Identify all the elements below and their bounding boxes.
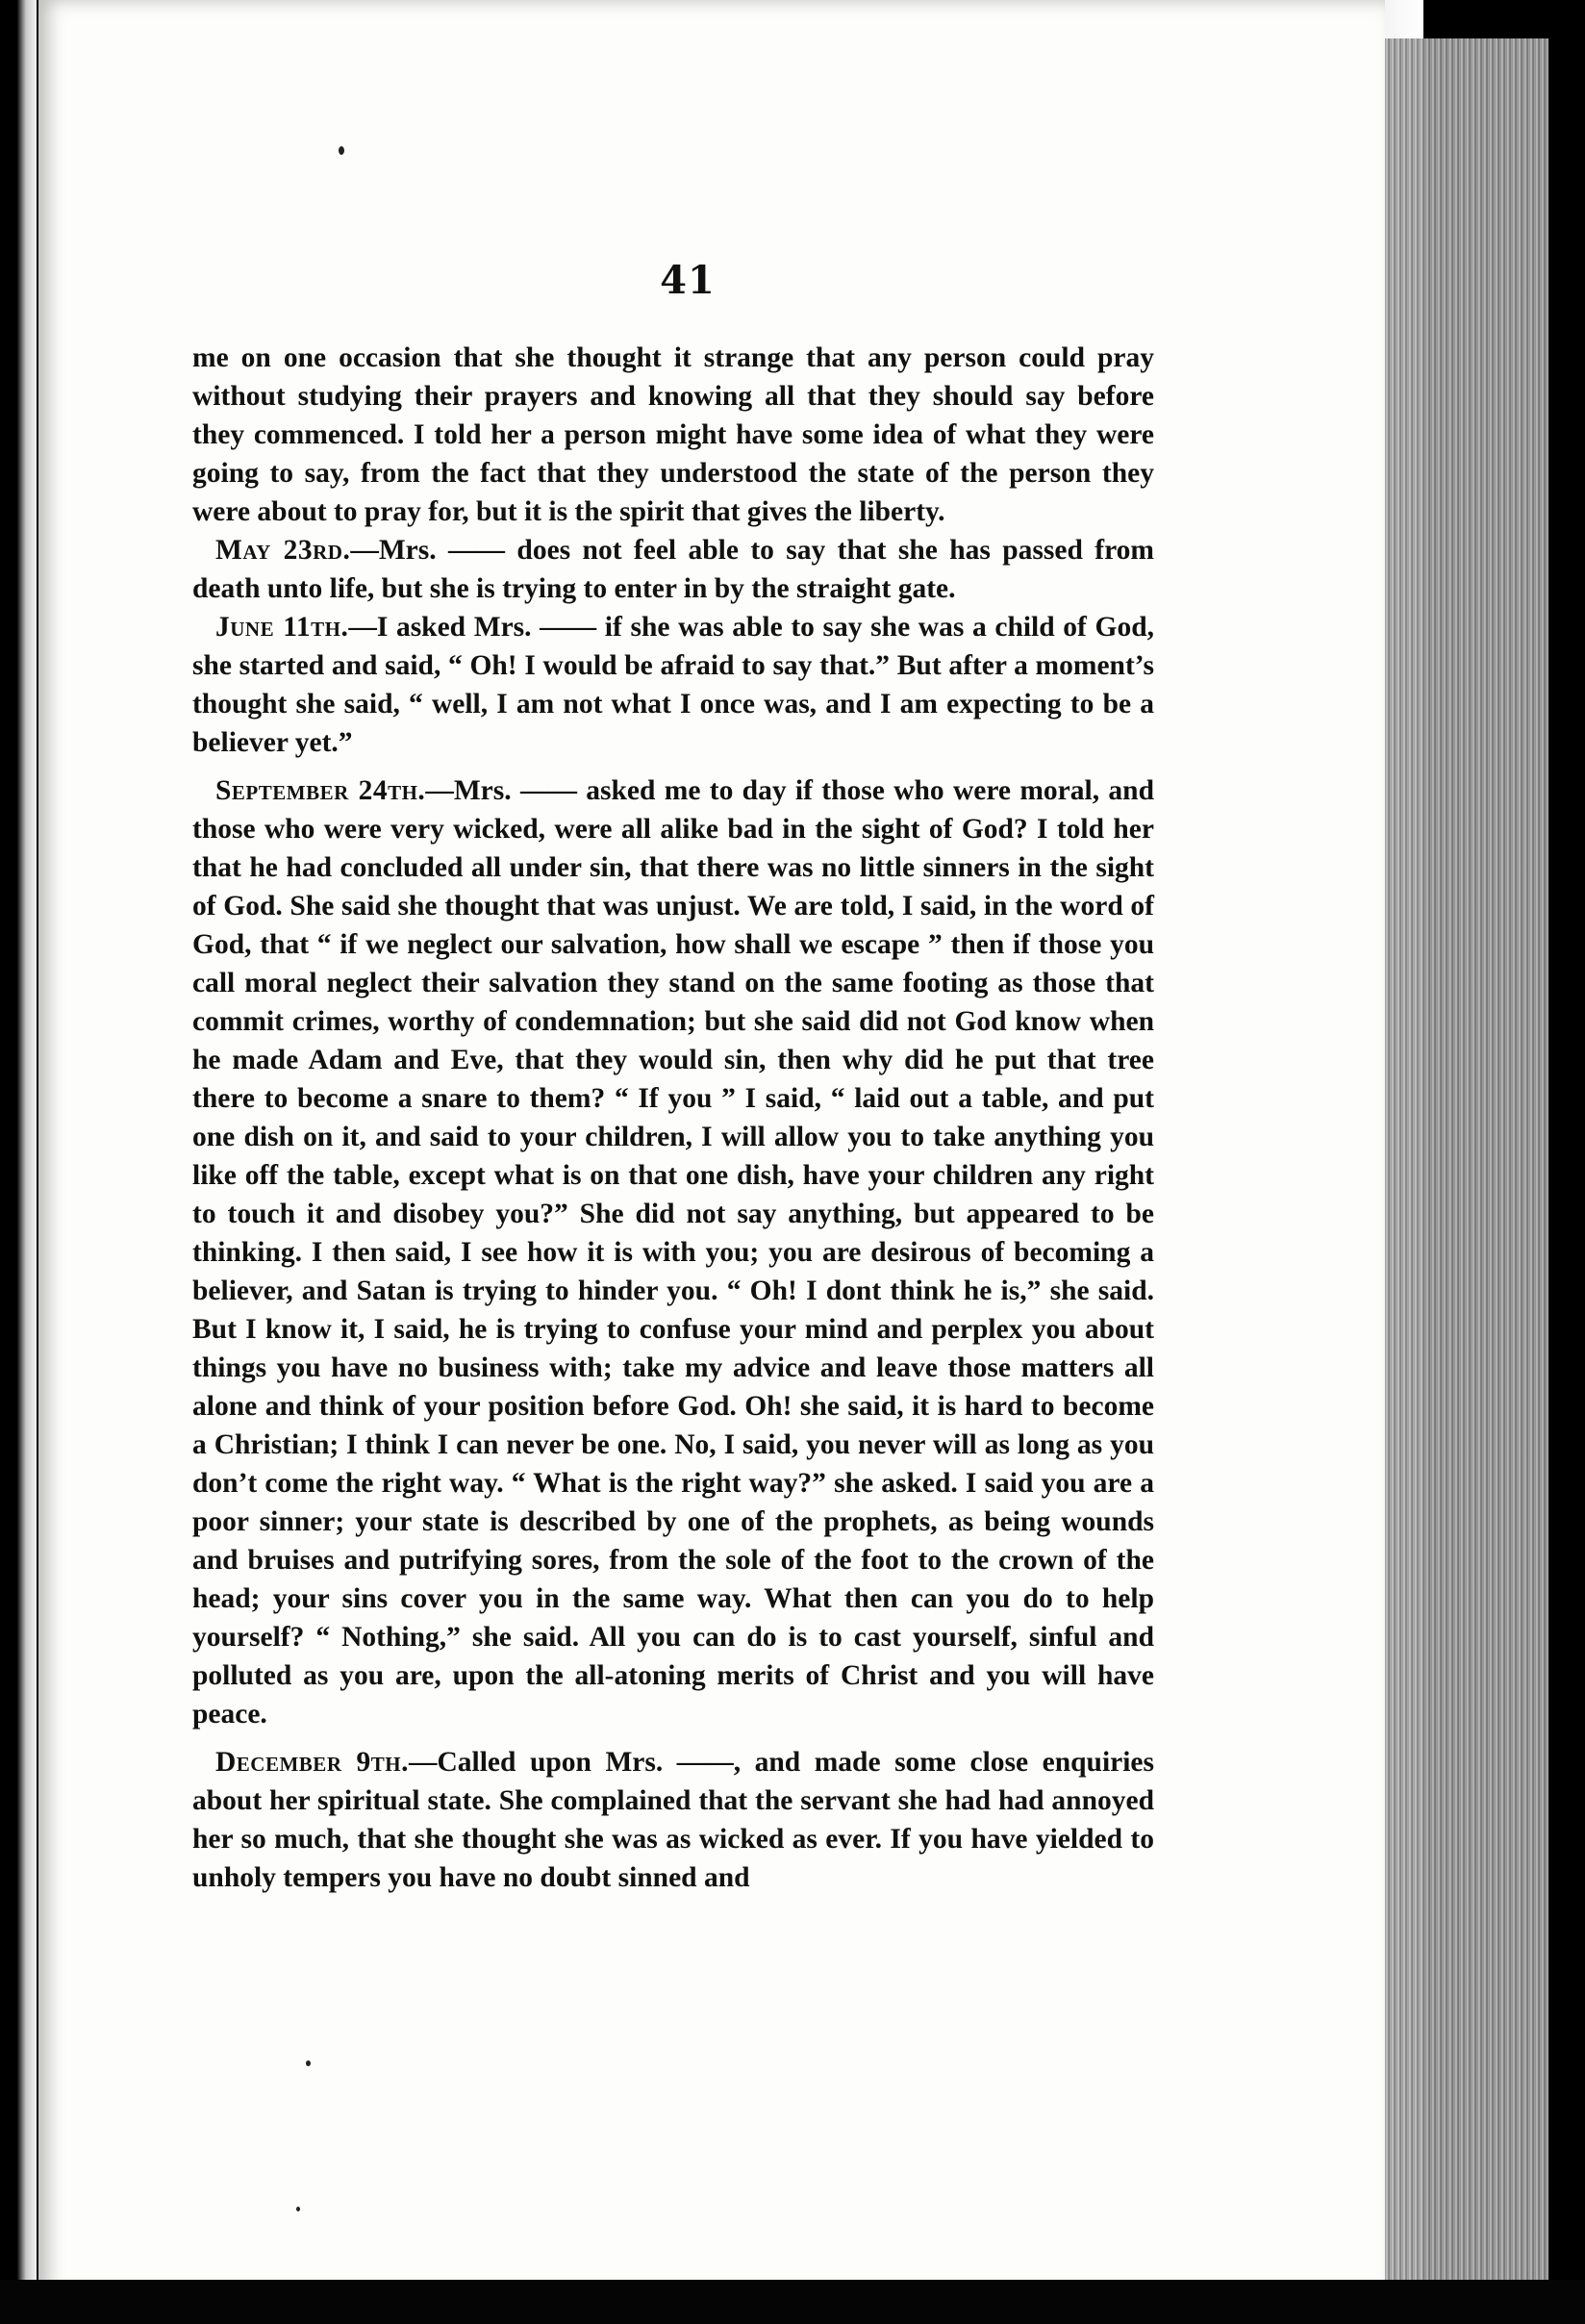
entry-text: —Mrs. —— asked me to day if those who were moral, and those who were very wicked, were all alike bad in the sight of God? I told her that he had concluded all under sin, that there was no little sinners in the sight of God. She said she thought that was unjust. We are told, I said, in the word of God, that “ if we neglect our salvation, how shall we escape ” then if those you call moral neglect their salvation they stand on the same footing as those that commit crimes, worthy of condemnation; but she said did not God know when he made Adam and Eve, that they would sin, then why did he put that tree there to become a snare to them? “ If you ” I said, “ laid out a table, and put one dish on it, and said to your children, I will allow you to take anything you like off the table, except what is on that one dish, have your children any right to touch it and disobey you?” She did not say anything, but appeared to be thinking. I then said, I see how it is with you; you are desirous of becoming a believer, and Satan is trying to hinder you. “ Oh! I dont think he is,” she said. But I know it, I said, he is trying to confuse your mind and perplex you about things you have no business with; take my advice and leave those matters all alone and think of your position before God. Oh! she said, it is hard to become a Christian; I think I can never be one. No, I said, you never will as long as you don’t come the right way. “ What is the right way?” she asked. I said you are a poor sinner; your state is described by one of the prophets, as being wounds and bruises and putrifying sores, from the sole of the foot to the crown of the head; your sins cover you in the same way. What then can you do to help yourself? “ Nothing,” she said. All you can do is to cast yourself, sinful and polluted as you are, upon the all-atoning merits of Christ and you will have peace. bbox=[192, 775, 1154, 1730]
entry-text: —Called upon Mrs. ——, and made some close enquiries about her spiritual state. She complained that the servant she had had annoyed her so much, that she thought she was as wicked as ever. If you have yielded to unholy tempers you have no doubt sinned and bbox=[192, 1747, 1155, 1893]
entry-date: June 11th. bbox=[215, 612, 349, 643]
diary-entry bbox=[192, 531, 1154, 608]
diary-entry bbox=[192, 1743, 1154, 1897]
diary-entry bbox=[192, 608, 1154, 762]
diary-entry bbox=[192, 771, 1154, 1733]
fore-edge-shadow bbox=[1548, 0, 1585, 2324]
previous-page-edge bbox=[17, 0, 37, 2324]
ink-speck bbox=[306, 2060, 311, 2066]
paragraph-text: me on one occasion that she thought it strange that any person could pray without studying their prayers and knowing all that they should say before they commenced. I told her a person might have some idea of what they were going to say, from the fact that they understood the state of the person they were about to pray for, but it is the spirit that gives the liberty. bbox=[192, 342, 1154, 527]
entry-date: September 24th. bbox=[215, 775, 426, 806]
scan-bottom-border bbox=[0, 2280, 1585, 2324]
body-text bbox=[192, 339, 1154, 1897]
ink-speck bbox=[296, 2207, 300, 2211]
book-fore-edge bbox=[1385, 38, 1558, 2280]
entry-text: —I asked Mrs. —— if she was able to say she was a child of God, she started and said, “ Oh! I would be afraid to say that.” But after a moment’s thought she said, “ well, I am not what I once was, and I am expecting to be a believer yet.” bbox=[192, 612, 1154, 758]
paragraph bbox=[192, 339, 1154, 531]
ink-speck bbox=[339, 146, 344, 155]
entry-date: December 9th. bbox=[215, 1747, 409, 1778]
page-number: 41 bbox=[660, 258, 716, 303]
entry-text: —Mrs. —— does not feel able to say that she has passed from death unto life, but she is trying to enter in by the straight gate. bbox=[192, 535, 1154, 604]
entry-date: May 23rd. bbox=[215, 535, 351, 566]
